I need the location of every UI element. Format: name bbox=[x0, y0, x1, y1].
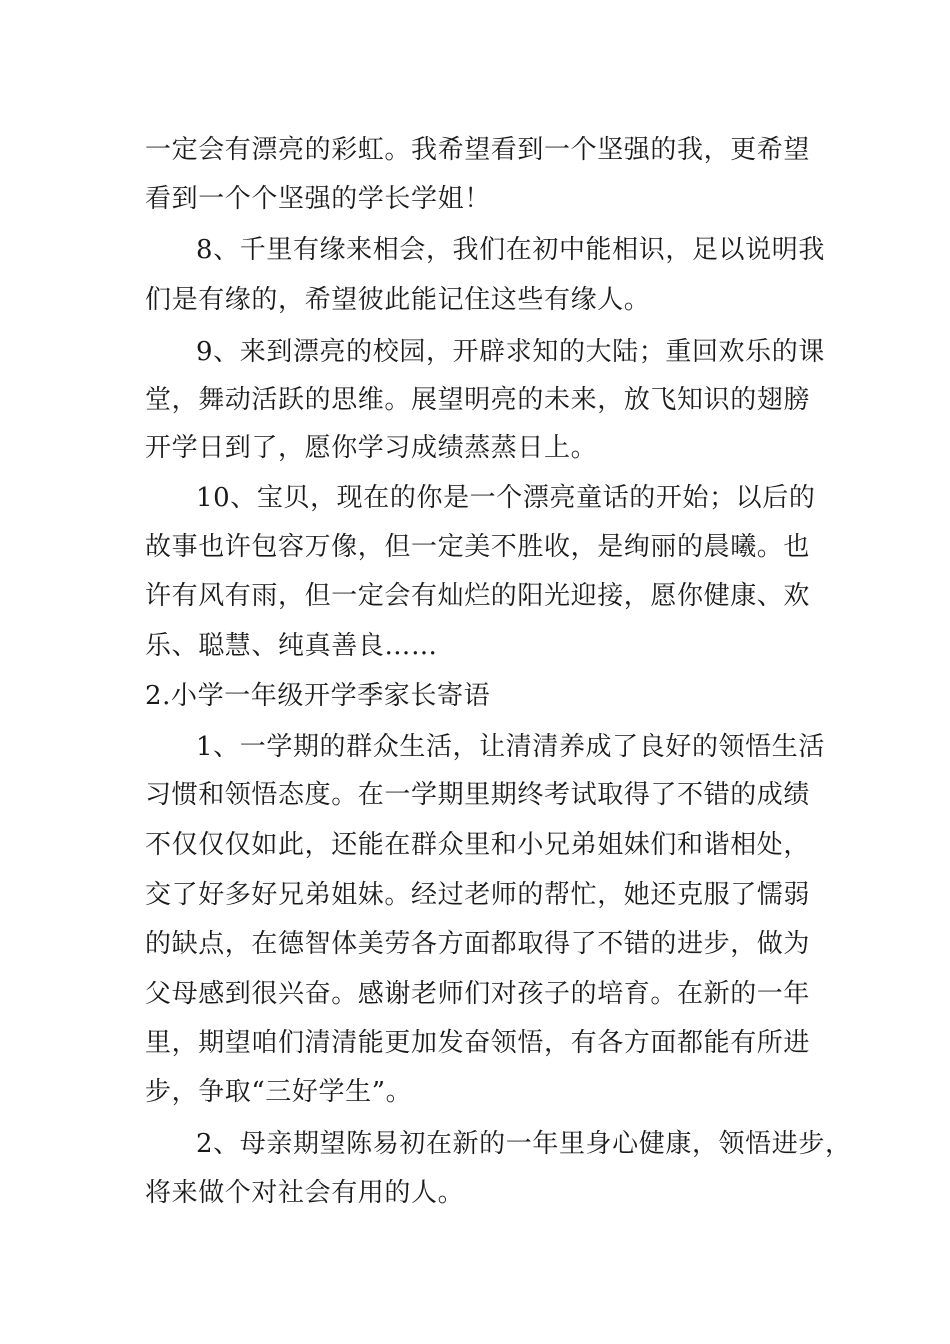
text-line: 10、宝贝，现在的你是一个漂亮童话的开始；以后的 bbox=[196, 483, 816, 513]
text-line: 堂，舞动活跃的思维。展望明亮的未来，放飞知识的翅膀 bbox=[145, 385, 811, 415]
text-line: 习惯和领悟态度。在一学期里期终考试取得了不错的成绩 bbox=[145, 780, 811, 810]
text-line: 不仅仅仅如此，还能在群众里和小兄弟姐妹们和谐相处， bbox=[145, 830, 811, 860]
text-line: 步，争取“三好学生”。 bbox=[145, 1077, 413, 1107]
text-line: 看到一个个坚强的学长学姐！ bbox=[145, 184, 491, 214]
text-line: 们是有缘的，希望彼此能记住这些有缘人。 bbox=[145, 285, 651, 315]
text-line: 将来做个对社会有用的人。 bbox=[145, 1178, 465, 1208]
text-line: 里，期望咱们清清能更加发奋领悟，有各方面都能有所进 bbox=[145, 1028, 811, 1058]
text-line: 9、来到漂亮的校园，开辟求知的大陆；重回欢乐的课 bbox=[196, 337, 825, 367]
text-line: 1、一学期的群众生活，让清清养成了良好的领悟生活 bbox=[196, 732, 825, 762]
text-line: 开学日到了，愿你学习成绩蒸蒸日上。 bbox=[145, 433, 598, 463]
section-heading: 2.小学一年级开学季家长寄语 bbox=[145, 681, 491, 711]
text-line: 交了好多好兄弟姐妹。经过老师的帮忙，她还克服了懦弱 bbox=[145, 880, 811, 910]
text-line: 8、千里有缘来相会，我们在初中能相识，足以说明我 bbox=[196, 235, 825, 265]
text-line: 父母感到很兴奋。感谢老师们对孩子的培育。在新的一年 bbox=[145, 979, 811, 1009]
text-line: 2、母亲期望陈易初在新的一年里身心健康，领悟进步， bbox=[196, 1129, 852, 1159]
text-line: 一定会有漂亮的彩虹。我希望看到一个坚强的我，更希望 bbox=[145, 135, 811, 165]
text-line: 乐、聪慧、纯真善良…… bbox=[145, 631, 438, 661]
text-line: 的缺点，在德智体美劳各方面都取得了不错的进步，做为 bbox=[145, 929, 811, 959]
text-line: 故事也许包容万像，但一定美不胜收，是绚丽的晨曦。也 bbox=[145, 532, 811, 562]
text-line: 许有风有雨，但一定会有灿烂的阳光迎接，愿你健康、欢 bbox=[145, 581, 811, 611]
